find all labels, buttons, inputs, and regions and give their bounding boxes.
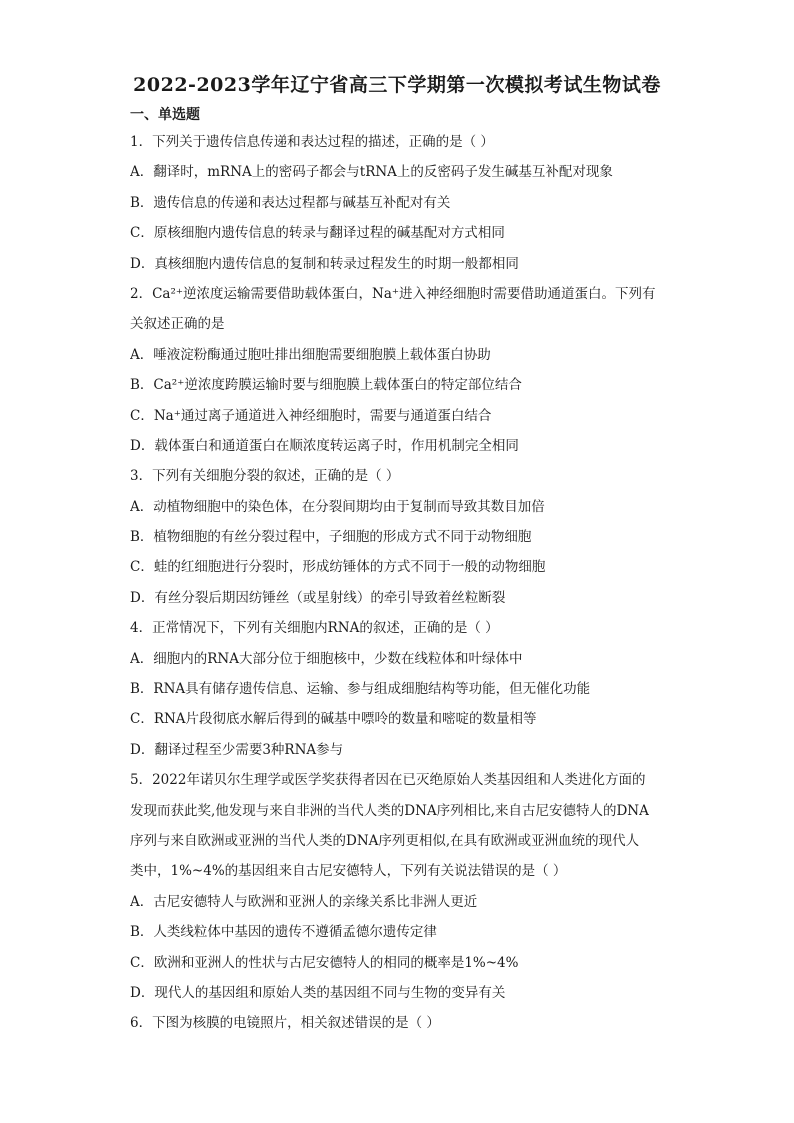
answer-option-line: D．载体蛋白和通道蛋白在顺浓度转运离子时，作用机制完全相同	[130, 437, 519, 454]
answer-option-line: C．Na⁺通过离子通道进入神经细胞时，需要与通道蛋白结合	[130, 407, 492, 424]
answer-option-line: A．细胞内的RNA大部分位于细胞核中，少数在线粒体和叶绿体中	[130, 650, 523, 667]
question-stem-line: 1．下列关于遗传信息传递和表达过程的描述，正确的是（ ）	[130, 134, 494, 150]
section-heading: 一、单选题	[130, 107, 200, 123]
answer-option-line: B．遗传信息的传递和表达过程都与碱基互补配对有关	[130, 194, 451, 211]
question-stem-line: 3．下列有关细胞分裂的叙述，正确的是（ ）	[130, 468, 400, 485]
page-title: 2022-2023学年辽宁省高三下学期第一次模拟考试生物试卷	[133, 74, 661, 96]
answer-option-line: A．动植物细胞中的染色体，在分裂间期均由于复制而导致其数目加倍	[130, 498, 545, 515]
question-stem-line: 序列与来自欧洲或亚洲的当代人类的DNA序列更相似,在具有欧洲或亚洲血统的现代人	[130, 832, 640, 849]
answer-option-line: D．翻译过程至少需要3种RNA参与	[130, 741, 344, 758]
answer-option-line: D．真核细胞内遗传信息的复制和转录过程发生的时期一般都相同	[130, 255, 519, 272]
answer-option-line: A．古尼安德特人与欧洲和亚洲人的亲缘关系比非洲人更近	[130, 893, 478, 910]
answer-option-line: C．蛙的红细胞进行分裂时，形成纺锤体的方式不同于一般的动物细胞	[130, 559, 546, 576]
question-stem-line: 4．正常情况下，下列有关细胞内RNA的叙述，正确的是（ ）	[130, 620, 499, 637]
question-stem-line: 类中，1%~4%的基因组来自古尼安德特人，下列有关说法错误的是（ ）	[130, 863, 567, 880]
question-stem-line: 6．下图为核膜的电镜照片，相关叙述错误的是（ ）	[130, 1015, 440, 1032]
question-stem-line: 5．2022年诺贝尔生理学或医学奖获得者因在已灭绝原始人类基因组和人类进化方面的	[130, 772, 646, 789]
answer-option-line: C．RNA片段彻底水解后得到的碱基中嘌呤的数量和嘧啶的数量相等	[130, 711, 537, 728]
answer-option-line: A．唾液淀粉酶通过胞吐排出细胞需要细胞膜上载体蛋白协助	[130, 346, 491, 363]
question-stem-line: 2．Ca²⁺逆浓度运输需要借助载体蛋白，Na⁺进入神经细胞时需要借助通道蛋白。下列有	[130, 285, 656, 302]
question-stem-line: 发现而获此奖,他发现与来自非洲的当代人类的DNA序列相比,来自古尼安德特人的DNA	[130, 802, 649, 819]
answer-option-line: C．欧洲和亚洲人的性状与古尼安德特人的相同的概率是1%~4%	[130, 954, 519, 971]
answer-option-line: B．Ca²⁺逆浓度跨膜运输时要与细胞膜上载体蛋白的特定部位结合	[130, 377, 522, 394]
answer-option-line: B．RNA具有储存遗传信息、运输、参与组成细胞结构等功能，但无催化功能	[130, 681, 591, 698]
answer-option-line: A．翻译时，mRNA上的密码子都会与tRNA上的反密码子发生碱基互补配对现象	[130, 164, 613, 181]
question-list	[130, 127, 670, 1039]
answer-option-line: D．有丝分裂后期因纺锤丝（或星射线）的牵引导致着丝粒断裂	[130, 589, 506, 606]
answer-option-line: B．植物细胞的有丝分裂过程中，子细胞的形成方式不同于动物细胞	[130, 529, 532, 546]
answer-option-line: D．现代人的基因组和原始人类的基因组不同与生物的变异有关	[130, 984, 506, 1001]
answer-option-line: C．原核细胞内遗传信息的转录与翻译过程的碱基配对方式相同	[130, 225, 505, 242]
answer-option-line: B．人类线粒体中基因的遗传不遵循孟德尔遗传定律	[130, 924, 437, 941]
question-stem-line: 关叙述正确的是	[130, 316, 225, 333]
